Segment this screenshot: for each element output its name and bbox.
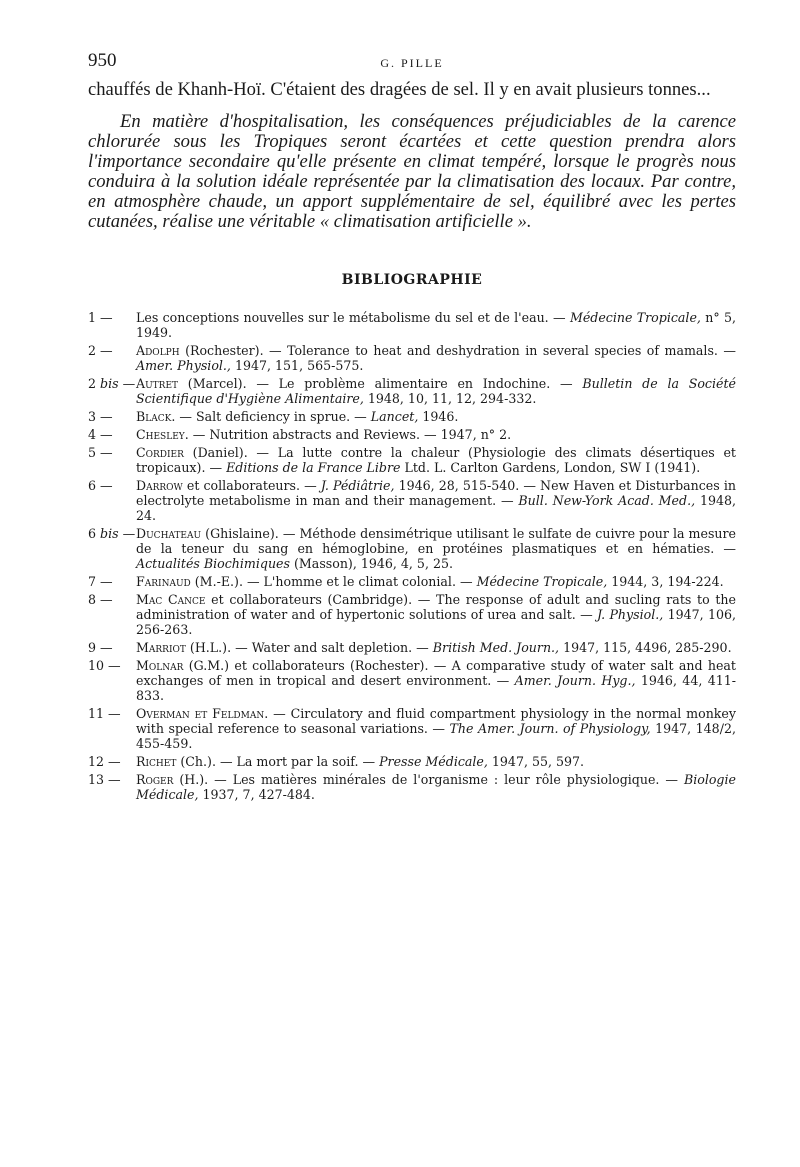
page-header <box>88 50 736 80</box>
reference-text: Mac Cance et collaborateurs (Cambridge). — The response of adult and sucling rats to the administration of water and of hypertonic solutions of urea and salt. — J. Physiol., 1947, 106, 256-263. <box>136 592 736 637</box>
reference-number: 11 — <box>88 706 121 721</box>
reference-text: Autret (Marcel). — Le problème alimentaire en Indochine. — Bulletin de la Société Scientifique d'Hygiène Alimentaire, 1948, 10, 11, 12, 294-332. <box>136 376 736 406</box>
reference-item <box>88 658 736 703</box>
reference-number: 13 — <box>88 772 121 787</box>
reference-item <box>88 409 736 424</box>
reference-text: Farinaud (M.-E.). — L'homme et le climat colonial. — Médecine Tropicale, 1944, 3, 194-224. <box>136 574 724 589</box>
reference-text: Chesley. — Nutrition abstracts and Reviews. — 1947, n° 2. <box>136 427 512 442</box>
reference-item <box>88 343 736 373</box>
paragraph-italic: En matière d'hospitalisation, les conséquences préjudiciables de la carence chlorurée sous les Tropiques seront écartées et cette question prendra alors l'importance secondaire qu'elle présente en climat tempéré, lorsque le progrès nous conduira à la solution idéale représentée par la climatisation des locaux. Par contre, en atmosphère chaude, un apport supplémentaire de sel, équilibré avec les pertes cutanées, réalise une véritable « climatisation artificielle ». <box>88 111 736 232</box>
reference-item <box>88 772 736 802</box>
running-head: G. PILLE <box>380 56 444 70</box>
reference-number: 6 bis — <box>88 526 136 541</box>
bibliography-title: BIBLIOGRAPHIE <box>341 272 483 288</box>
reference-text: Overman et Feldman. — Circulatory and fluid compartment physiology in the normal monkey with special reference to seasonal variations. — The Amer. Journ. of Physiology, 1947, 148/2, 455-459. <box>136 706 736 751</box>
reference-number: 2 bis — <box>88 376 136 391</box>
page-number: 950 <box>88 50 117 71</box>
reference-item <box>88 310 736 340</box>
reference-item <box>88 640 736 655</box>
reference-number: 9 — <box>88 640 113 655</box>
document-page <box>88 50 736 805</box>
reference-text: Darrow et collaborateurs. — J. Pédiâtrie, 1946, 28, 515-540. — New Haven et Disturbances in electrolyte metabolisme in man and their management. — Bull. New-York Acad. Med., 1948, 24. <box>136 478 736 523</box>
reference-number: 5 — <box>88 445 113 460</box>
paragraph-continued: chauffés de Khanh-Hoï. C'étaient des dragées de sel. Il y en avait plusieurs tonnes... <box>88 79 711 100</box>
reference-number: 7 — <box>88 574 113 589</box>
reference-number: 8 — <box>88 592 113 607</box>
reference-item <box>88 574 736 589</box>
reference-text: Black. — Salt deficiency in sprue. — Lancet, 1946. <box>136 409 459 424</box>
reference-number: 1 — <box>88 310 113 325</box>
reference-item <box>88 478 736 523</box>
reference-item <box>88 754 736 769</box>
reference-number: 12 — <box>88 754 121 769</box>
reference-item <box>88 526 736 571</box>
reference-number: 3 — <box>88 409 113 424</box>
reference-item <box>88 706 736 751</box>
reference-text: Molnar (G.M.) et collaborateurs (Rochester). — A comparative study of water salt and heat exchanges of men in tropical and desert environment. — Amer. Journ. Hyg., 1946, 44, 411-833. <box>136 658 736 703</box>
reference-number: 6 — <box>88 478 113 493</box>
reference-number: 10 — <box>88 658 121 673</box>
reference-number: 2 — <box>88 343 113 358</box>
reference-item <box>88 376 736 406</box>
reference-list <box>88 310 736 802</box>
reference-text: Duchateau (Ghislaine). — Méthode densimétrique utilisant le sulfate de cuivre pour la mesure de la teneur du sang en hémoglobine, en protéines plasmatiques et en hématies. — Actualités Biochimiques (Masson), 1946, 4, 5, 25. <box>136 526 736 571</box>
reference-text: Richet (Ch.). — La mort par la soif. — Presse Médicale, 1947, 55, 597. <box>136 754 585 769</box>
reference-text: Cordier (Daniel). — La lutte contre la chaleur (Physiologie des climats désertiques et tropicaux). — Editions de la France Libre Ltd. L. Carlton Gardens, London, SW I (1941). <box>136 445 736 475</box>
reference-text: Marriot (H.L.). — Water and salt depletion. — British Med. Journ., 1947, 115, 4496, 285-290. <box>136 640 732 655</box>
reference-text: Les conceptions nouvelles sur le métabolisme du sel et de l'eau. — Médecine Tropicale, n° 5, 1949. <box>136 310 736 340</box>
reference-item <box>88 592 736 637</box>
reference-text: Roger (H.). — Les matières minérales de l'organisme : leur rôle physiologique. — Biologie Médicale, 1937, 7, 427-484. <box>136 772 736 802</box>
reference-item <box>88 427 736 442</box>
reference-text: Adolph (Rochester). — Tolerance to heat and deshydration in several species of mamals. — Amer. Physiol., 1947, 151, 565-575. <box>136 343 736 373</box>
reference-item <box>88 445 736 475</box>
reference-number: 4 — <box>88 427 113 442</box>
